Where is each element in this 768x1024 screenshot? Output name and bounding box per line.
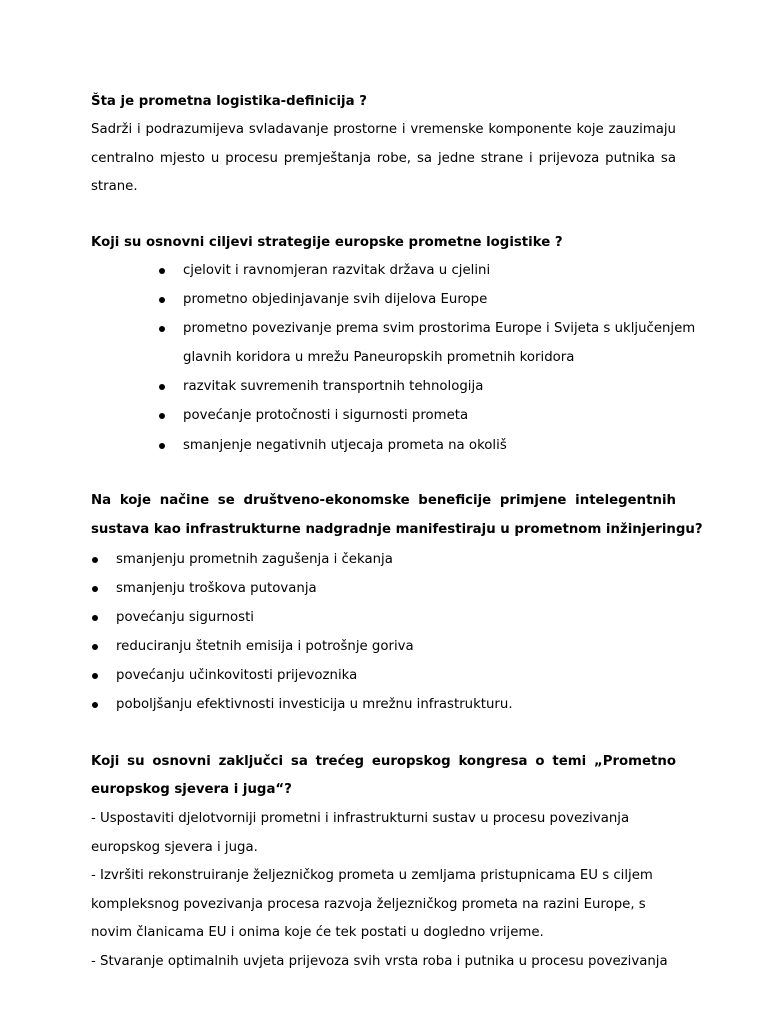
question-heading: Na koje načine se društveno-ekonomske beneficije primjene intelegentnih <box>91 493 676 508</box>
bullet-icon <box>159 326 165 332</box>
bullet-icon <box>159 268 165 274</box>
paragraph-line: Sadrži i podrazumijeva svladavanje prostorne i vremenske komponente koje zauzimaju <box>91 122 676 137</box>
paragraph-line: - Stvaranje optimalnih uvjeta prijevoza svih vrsta roba i putnika u procesu povezivanja <box>91 954 668 969</box>
bullet-icon <box>159 443 165 449</box>
bullet-icon <box>92 586 98 592</box>
list-item: prometno povezivanje prema svim prostorima Europe i Svijeta s uključenjem <box>183 321 696 336</box>
list-item: reduciranju štetnih emisija i potrošnje goriva <box>116 639 414 654</box>
paragraph-line: strane. <box>91 179 138 194</box>
list-item: povećanju učinkovitosti prijevoznika <box>116 668 358 683</box>
list-item: prometno objedinjavanje svih dijelova Europe <box>183 292 488 307</box>
list-item: razvitak suvremenih transportnih tehnologija <box>183 379 484 394</box>
bullet-icon <box>92 557 98 563</box>
list-item: poboljšanju efektivnosti investicija u mrežnu infrastrukturu. <box>116 697 513 712</box>
question-heading: sustava kao infrastrukturne nadgradnje manifestiraju u prometnom inžinjeringu? <box>91 522 703 537</box>
paragraph-line: novim članicama EU i onima koje će tek postati u dogledno vrijeme. <box>91 925 544 940</box>
list-item: cjelovit i ravnomjeran razvitak država u cjelini <box>183 263 491 278</box>
list-item: povećanje protočnosti i sigurnosti prometa <box>183 408 469 423</box>
bullet-icon <box>92 644 98 650</box>
list-item: povećanju sigurnosti <box>116 610 254 625</box>
bullet-icon <box>92 702 98 708</box>
paragraph-line: - Izvršiti rekonstruiranje željezničkog prometa u zemljama pristupnicama EU s ciljem <box>91 868 653 883</box>
bullet-icon <box>92 615 98 621</box>
question-heading: europskog sjevera i juga“? <box>91 782 292 797</box>
bullet-icon <box>92 673 98 679</box>
list-item: smanjenju troškova putovanja <box>116 581 317 596</box>
bullet-icon <box>159 413 165 419</box>
question-heading: Koji su osnovni ciljevi strategije europske prometne logistike ? <box>91 235 563 250</box>
list-item: smanjenje negativnih utjecaja prometa na okoliš <box>183 438 507 453</box>
paragraph-line: kompleksnog povezivanja procesa razvoja željezničkog prometa na razini Europe, s <box>91 897 646 912</box>
list-item-continuation: glavnih koridora u mrežu Paneuropskih prometnih koridora <box>183 350 575 365</box>
paragraph-line: centralno mjesto u procesu premještanja robe, sa jedne strane i prijevoza putnika sa <box>91 151 676 166</box>
paragraph-line: europskog sjevera i juga. <box>91 840 258 855</box>
question-heading: Koji su osnovni zaključci sa trećeg europskog kongresa o temi „Prometno <box>91 754 676 769</box>
paragraph-line: - Uspostaviti djelotvorniji prometni i infrastrukturni sustav u procesu povezivanja <box>91 811 630 826</box>
question-heading: Šta je prometna logistika-definicija ? <box>91 94 367 109</box>
bullet-icon <box>159 297 165 303</box>
bullet-icon <box>159 384 165 390</box>
list-item: smanjenju prometnih zagušenja i čekanja <box>116 552 393 567</box>
